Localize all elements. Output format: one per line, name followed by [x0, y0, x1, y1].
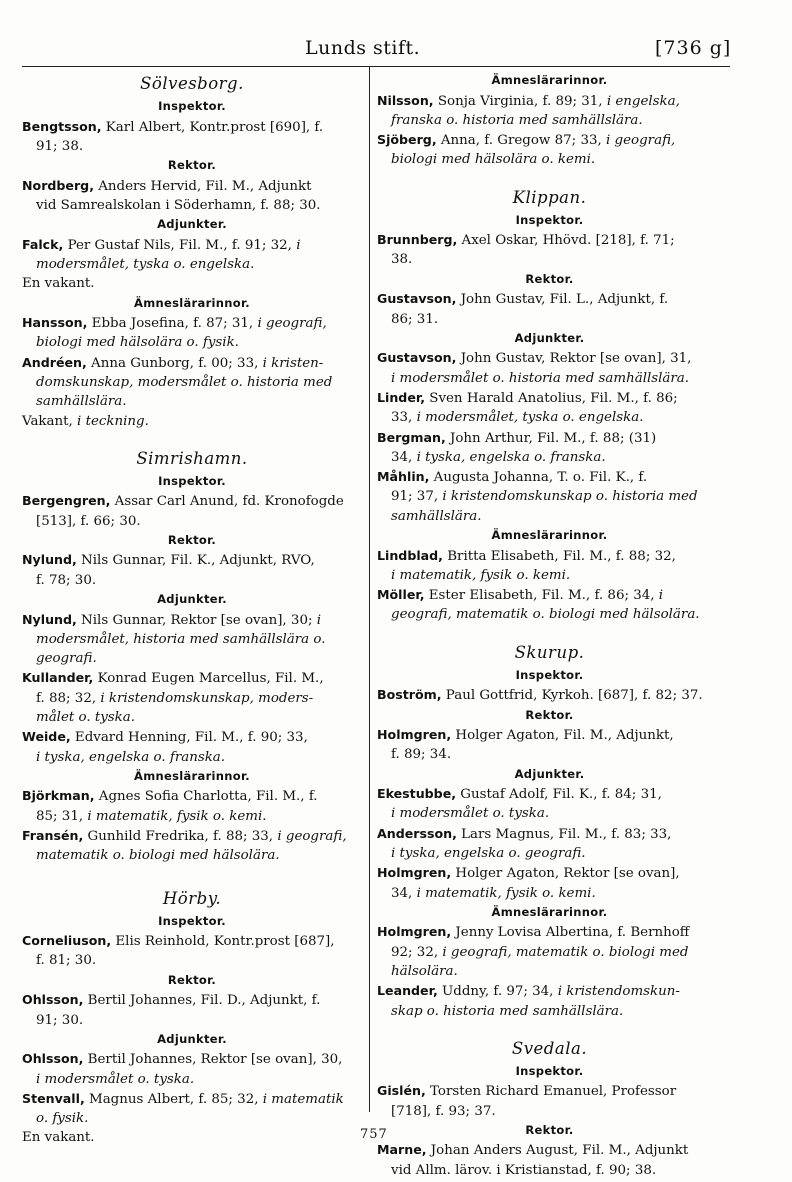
column-divider: [369, 67, 370, 1112]
entry: Björkman, Agnes Sofia Charlotta, Fil. M., f. 85; 31, i matematik, fysik o. kemi.: [22, 788, 318, 824]
vacancy-note: En vakant.: [22, 1130, 95, 1146]
section-heading: Inspektor.: [158, 473, 226, 488]
entry: Weide, Edvard Henning, Fil. M., f. 90; 33, i tyska, engelska o. franska.: [22, 729, 308, 765]
entry-name: Gislén,: [377, 1083, 426, 1099]
section-heading: Rektor.: [167, 972, 217, 987]
entry-name: Ohlsson,: [22, 1051, 84, 1067]
page-number: 757: [360, 1127, 388, 1142]
entry: Måhlin, Augusta Johanna, T. o. Fil. K., f. 91; 37, i kristendomskunskap o. historia med samhällslära.: [377, 469, 698, 524]
entry: Holmgren, Jenny Lovisa Albertina, f. Bernhoff 92; 32, i geografi, matematik o. biologi med hälsolära.: [377, 924, 690, 979]
entry-name: Kullander,: [22, 670, 94, 686]
entry-name: Leander,: [377, 983, 438, 999]
entry-name: Lindblad,: [377, 547, 443, 563]
entry: Linder, Sven Harald Anatolius, Fil. M., f. 86; 33, i modersmålet, tyska o. engelska.: [377, 389, 678, 426]
entry: Nylund, Nils Gunnar, Fil. K., Adjunkt, RVO, f. 78; 30.: [22, 552, 315, 588]
entry-name: Nylund,: [22, 552, 77, 568]
town-heading: Skurup.: [514, 642, 585, 662]
section-heading: Rektor.: [525, 271, 574, 286]
entry: Holmgren, Holger Agaton, Rektor [se ovan], 34, i matematik, fysik o. kemi.: [377, 865, 680, 901]
entry: Corneliuson, Elis Reinhold, Kontr.prost [687], f. 81; 30.: [22, 933, 335, 969]
entry-name: Måhlin,: [377, 469, 430, 485]
entry-name: Andersson,: [377, 825, 457, 841]
entry: Falck, Per Gustaf Nils, Fil. M., f. 91; 32, i modersmålet, tyska o. engelska.: [22, 236, 301, 272]
entry: Stenvall, Magnus Albert, f. 85; 32, i matematik o. fysik.: [22, 1090, 344, 1127]
entry: Gustavson, John Gustav, Rektor [se ovan], 31, i modersmålet o. historia med samhällslära.: [377, 350, 692, 386]
entry-name: Möller,: [377, 587, 425, 603]
section-heading: Inspektor.: [515, 667, 584, 682]
section-heading: Adjunkter.: [514, 766, 585, 781]
entry: Marne, Johan Anders August, Fil. M., Adjunkt vid Allm. lärov. i Kristianstad, f. 90; 38.: [377, 1142, 689, 1178]
entry-name: Holmgren,: [377, 924, 452, 940]
entry-name: Bengtsson,: [22, 118, 102, 134]
town-heading: Svedala.: [511, 1038, 588, 1058]
entry-name: Bergman,: [377, 429, 446, 445]
entry: Andréen, Anna Gunborg, f. 00; 33, i kristen- domskunskap, modersmålet o. historia med samhällslära.: [22, 354, 333, 410]
entry-name: Ekestubbe,: [377, 786, 457, 802]
entry: Holmgren, Holger Agaton, Fil. M., Adjunkt, f. 89; 34.: [377, 727, 674, 763]
town-heading: Klippan.: [512, 187, 587, 207]
section-heading: Inspektor.: [515, 1063, 584, 1078]
right-column: [377, 71, 722, 1180]
section-heading: Inspektor.: [158, 913, 226, 928]
page-title: Lunds stift.: [305, 37, 421, 59]
town-heading: Hörby.: [162, 888, 222, 908]
entry: Leander, Uddny, f. 97; 34, i kristendomskun- skap o. historia med samhällslära.: [377, 983, 680, 1019]
entry-name: Corneliuson,: [22, 933, 112, 949]
entry: Nilsson, Sonja Virginia, f. 89; 31, i engelska, franska o. historia med samhällslära.: [377, 92, 680, 128]
vacancy-note: En vakant.: [22, 276, 95, 292]
section-heading: Adjunkter.: [157, 1031, 227, 1046]
entry-name: Ohlsson,: [22, 992, 84, 1008]
entry: Hansson, Ebba Josefina, f. 87; 31, i geografi, biologi med hälsolära o. fysik.: [22, 315, 327, 351]
entry-name: Gustavson,: [377, 350, 457, 366]
entry-name: Stenvall,: [22, 1090, 85, 1106]
section-heading: Rektor.: [167, 532, 217, 547]
entry: Bergengren, Assar Carl Anund, fd. Kronofogde [513], f. 66; 30.: [22, 493, 344, 529]
section-heading: Rektor.: [525, 707, 574, 722]
entry: Gustavson, John Gustav, Fil. L., Adjunkt, f. 86; 31.: [377, 291, 669, 327]
section-heading: Ämneslärarinnor.: [134, 768, 250, 783]
entry: Sjöberg, Anna, f. Gregow 87; 33, i geografi, biologi med hälsolära o. kemi.: [377, 132, 676, 168]
entry: Ohlsson, Bertil Johannes, Rektor [se ovan], 30, i modersmålet o. tyska.: [22, 1051, 343, 1087]
page-reference: [736 g]: [655, 37, 732, 59]
entry-name: Nilsson,: [377, 92, 434, 108]
entry-name: Sjöberg,: [377, 132, 437, 148]
section-heading: Inspektor.: [158, 99, 226, 113]
entry-name: Marne,: [377, 1142, 427, 1158]
section-heading: Adjunkter.: [157, 217, 227, 232]
header-rule: [22, 66, 730, 67]
entry: Ekestubbe, Gustaf Adolf, Fil. K., f. 84; 31, i modersmålet o. tyska.: [377, 786, 662, 822]
section-heading: Rektor.: [525, 1122, 574, 1137]
section-heading: Adjunkter.: [514, 330, 585, 345]
entry-name: Andréen,: [22, 354, 87, 370]
entry: Nordberg, Anders Hervid, Fil. M., Adjunkt vid Samrealskolan i Söderhamn, f. 88; 30.: [22, 177, 321, 213]
section-heading: Ämneslärarinnor.: [491, 904, 608, 919]
entry: Nylund, Nils Gunnar, Rektor [se ovan], 30; i modersmålet, historia med samhällslära o. geografi.: [22, 611, 326, 667]
section-heading: Ämneslärarinnor.: [134, 295, 250, 310]
entry-name: Bergengren,: [22, 493, 111, 509]
town-heading: Sölvesborg.: [140, 74, 244, 93]
running-head: [0, 37, 792, 67]
entry: Bergman, John Arthur, Fil. M., f. 88; (31) 34, i tyska, engelska o. franska.: [377, 429, 657, 465]
entry: Lindblad, Britta Elisabeth, Fil. M., f. 88; 32, i matematik, fysik o. kemi.: [377, 547, 676, 583]
town-heading: Simrishamn.: [136, 448, 248, 468]
entry-name: Linder,: [377, 389, 426, 405]
section-heading: Rektor.: [167, 158, 217, 173]
entry-name: Holmgren,: [377, 865, 452, 881]
section-heading: Adjunkter.: [157, 592, 227, 607]
entry: Kullander, Konrad Eugen Marcellus, Fil. M., f. 88; 32, i kristendomskunskap, moders- målet o. tyska.: [22, 670, 324, 726]
entry-name: Nordberg,: [22, 177, 94, 193]
entry-name: Holmgren,: [377, 727, 452, 743]
section-heading: Ämneslärarinnor.: [491, 73, 608, 87]
entry: Ohlsson, Bertil Johannes, Fil. D., Adjunkt, f. 91; 30.: [22, 992, 321, 1028]
entry: Bengtsson, Karl Albert, Kontr.prost [690], f. 91; 38.: [22, 118, 324, 154]
left-column: [22, 71, 362, 1148]
entry: Möller, Ester Elisabeth, Fil. M., f. 86; 34, i geografi, matematik o. biologi med hälsolära.: [377, 587, 700, 623]
entry-name: Weide,: [22, 729, 71, 745]
entry-name: Brunnberg,: [377, 232, 458, 248]
entry-name: Boström,: [377, 687, 442, 703]
section-heading: Inspektor.: [515, 212, 584, 227]
entry: Fransén, Gunhild Fredrika, f. 88; 33, i geografi, matematik o. biologi med hälsolära.: [22, 828, 347, 864]
entry-name: Fransén,: [22, 828, 84, 844]
vacancy-note: Vakant, i teckning.: [22, 413, 149, 429]
entry: Andersson, Lars Magnus, Fil. M., f. 83; 33, i tyska, engelska o. geografi.: [377, 825, 672, 862]
entry-name: Nylund,: [22, 611, 77, 627]
entry-name: Falck,: [22, 236, 64, 252]
entry-name: Gustavson,: [377, 291, 457, 307]
section-heading: Ämneslärarinnor.: [491, 528, 608, 543]
entry: Boström, Paul Gottfrid, Kyrkoh. [687], f. 82; 37.: [377, 687, 703, 704]
entry: Brunnberg, Axel Oskar, Hhövd. [218], f. 71; 38.: [377, 232, 675, 268]
entry-name: Björkman,: [22, 788, 95, 804]
entry: Gislén, Torsten Richard Emanuel, Professor [718], f. 93; 37.: [377, 1083, 677, 1119]
entry-name: Hansson,: [22, 315, 88, 331]
